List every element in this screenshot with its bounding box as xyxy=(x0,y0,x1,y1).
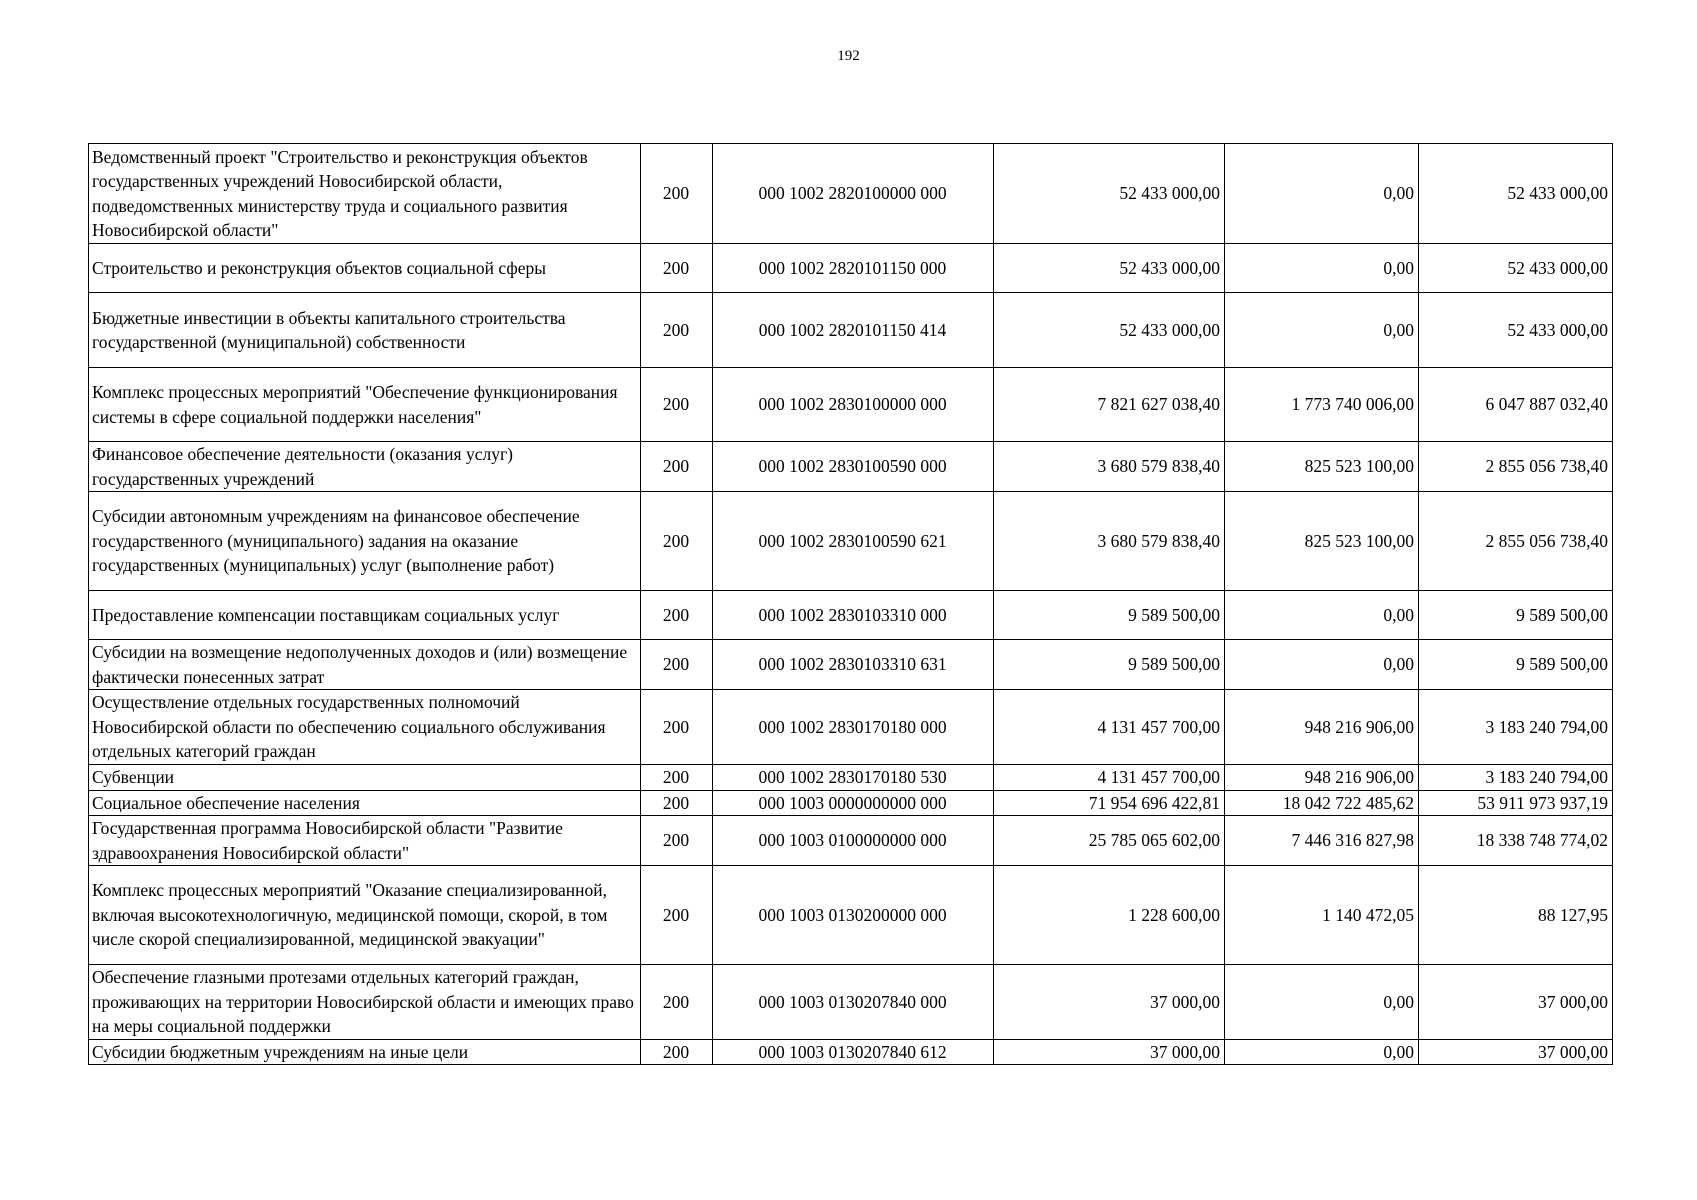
row-code: 200 xyxy=(641,492,713,591)
row-kbk: 000 1002 2830170180 530 xyxy=(713,765,994,791)
row-name: Строительство и реконструкция объектов социальной сферы xyxy=(89,244,641,293)
row-executed: 1 773 740 006,00 xyxy=(1225,368,1419,442)
row-kbk: 000 1002 2830103310 631 xyxy=(713,640,994,690)
row-name: Ведомственный проект "Строительство и реконструкция объектов государственных учреждений Новосибирской области, подведомственных министерству труда и социального развития Новосибирской области" xyxy=(89,144,641,244)
row-code: 200 xyxy=(641,244,713,293)
row-kbk: 000 1002 2830100000 000 xyxy=(713,368,994,442)
row-name: Предоставление компенсации поставщикам социальных услуг xyxy=(89,591,641,640)
row-approved: 37 000,00 xyxy=(994,1039,1225,1065)
row-approved: 4 131 457 700,00 xyxy=(994,765,1225,791)
row-unexecuted: 9 589 500,00 xyxy=(1419,640,1613,690)
row-kbk: 000 1003 0000000000 000 xyxy=(713,790,994,816)
row-name: Государственная программа Новосибирской области "Развитие здравоохранения Новосибирской области" xyxy=(89,816,641,866)
row-unexecuted: 6 047 887 032,40 xyxy=(1419,368,1613,442)
table-row xyxy=(89,866,1613,965)
row-executed: 0,00 xyxy=(1225,640,1419,690)
table-row xyxy=(89,640,1613,690)
row-kbk: 000 1002 2820101150 414 xyxy=(713,293,994,368)
row-code: 200 xyxy=(641,293,713,368)
row-unexecuted: 52 433 000,00 xyxy=(1419,244,1613,293)
table-row xyxy=(89,442,1613,492)
row-kbk: 000 1002 2830100590 000 xyxy=(713,442,994,492)
row-name: Социальное обеспечение населения xyxy=(89,790,641,816)
row-code: 200 xyxy=(641,790,713,816)
row-unexecuted: 52 433 000,00 xyxy=(1419,144,1613,244)
table-row xyxy=(89,492,1613,591)
row-unexecuted: 37 000,00 xyxy=(1419,965,1613,1040)
table-row xyxy=(89,244,1613,293)
row-code: 200 xyxy=(641,765,713,791)
row-executed: 825 523 100,00 xyxy=(1225,492,1419,591)
row-name: Субсидии бюджетным учреждениям на иные цели xyxy=(89,1039,641,1065)
row-code: 200 xyxy=(641,866,713,965)
table-row xyxy=(89,144,1613,244)
row-executed: 0,00 xyxy=(1225,293,1419,368)
row-approved: 52 433 000,00 xyxy=(994,293,1225,368)
table-row xyxy=(89,368,1613,442)
row-approved: 7 821 627 038,40 xyxy=(994,368,1225,442)
row-executed: 0,00 xyxy=(1225,965,1419,1040)
row-name: Финансовое обеспечение деятельности (оказания услуг) государственных учреждений xyxy=(89,442,641,492)
row-executed: 0,00 xyxy=(1225,1039,1419,1065)
row-approved: 9 589 500,00 xyxy=(994,640,1225,690)
row-unexecuted: 52 433 000,00 xyxy=(1419,293,1613,368)
row-name: Комплекс процессных мероприятий "Обеспечение функционирования системы в сфере социальной поддержки населения" xyxy=(89,368,641,442)
table-row xyxy=(89,690,1613,765)
row-kbk: 000 1003 0130200000 000 xyxy=(713,866,994,965)
page-number: 192 xyxy=(837,48,860,64)
row-unexecuted: 18 338 748 774,02 xyxy=(1419,816,1613,866)
row-kbk: 000 1002 2830100590 621 xyxy=(713,492,994,591)
row-approved: 3 680 579 838,40 xyxy=(994,442,1225,492)
row-approved: 3 680 579 838,40 xyxy=(994,492,1225,591)
row-unexecuted: 9 589 500,00 xyxy=(1419,591,1613,640)
row-unexecuted: 37 000,00 xyxy=(1419,1039,1613,1065)
row-executed: 0,00 xyxy=(1225,591,1419,640)
row-executed: 825 523 100,00 xyxy=(1225,442,1419,492)
row-executed: 948 216 906,00 xyxy=(1225,765,1419,791)
row-code: 200 xyxy=(641,442,713,492)
row-executed: 948 216 906,00 xyxy=(1225,690,1419,765)
table-row xyxy=(89,765,1613,791)
row-approved: 1 228 600,00 xyxy=(994,866,1225,965)
row-name: Субвенции xyxy=(89,765,641,791)
row-approved: 9 589 500,00 xyxy=(994,591,1225,640)
row-code: 200 xyxy=(641,640,713,690)
row-approved: 71 954 696 422,81 xyxy=(994,790,1225,816)
row-kbk: 000 1003 0130207840 000 xyxy=(713,965,994,1040)
table-row xyxy=(89,965,1613,1040)
row-approved: 25 785 065 602,00 xyxy=(994,816,1225,866)
row-code: 200 xyxy=(641,368,713,442)
row-name: Обеспечение глазными протезами отдельных категорий граждан, проживающих на территории Новосибирской области и имеющих право на меры социальной поддержки xyxy=(89,965,641,1040)
row-code: 200 xyxy=(641,144,713,244)
row-name: Осуществление отдельных государственных полномочий Новосибирской области по обеспечению социального обслуживания отдельных категорий граждан xyxy=(89,690,641,765)
row-unexecuted: 2 855 056 738,40 xyxy=(1419,492,1613,591)
row-approved: 37 000,00 xyxy=(994,965,1225,1040)
row-name: Субсидии на возмещение недополученных доходов и (или) возмещение фактически понесенных затрат xyxy=(89,640,641,690)
row-executed: 7 446 316 827,98 xyxy=(1225,816,1419,866)
table-row xyxy=(89,1039,1613,1065)
row-unexecuted: 2 855 056 738,40 xyxy=(1419,442,1613,492)
row-name: Бюджетные инвестиции в объекты капитального строительства государственной (муниципальной) собственности xyxy=(89,293,641,368)
table-row xyxy=(89,293,1613,368)
table-row xyxy=(89,816,1613,866)
row-approved: 52 433 000,00 xyxy=(994,244,1225,293)
table-row xyxy=(89,790,1613,816)
row-code: 200 xyxy=(641,1039,713,1065)
row-unexecuted: 53 911 973 937,19 xyxy=(1419,790,1613,816)
row-unexecuted: 88 127,95 xyxy=(1419,866,1613,965)
row-kbk: 000 1002 2830103310 000 xyxy=(713,591,994,640)
row-executed: 0,00 xyxy=(1225,144,1419,244)
row-kbk: 000 1002 2820101150 000 xyxy=(713,244,994,293)
row-code: 200 xyxy=(641,591,713,640)
row-kbk: 000 1003 0130207840 612 xyxy=(713,1039,994,1065)
budget-table xyxy=(88,143,1613,1065)
row-code: 200 xyxy=(641,965,713,1040)
row-kbk: 000 1003 0100000000 000 xyxy=(713,816,994,866)
row-kbk: 000 1002 2820100000 000 xyxy=(713,144,994,244)
table-row xyxy=(89,591,1613,640)
row-code: 200 xyxy=(641,816,713,866)
row-name: Комплекс процессных мероприятий "Оказание специализированной, включая высокотехнологичную, медицинской помощи, скорой, в том числе скорой специализированной, медицинской эвакуации" xyxy=(89,866,641,965)
row-name: Субсидии автономным учреждениям на финансовое обеспечение государственного (муниципального) задания на оказание государственных (муниципальных) услуг (выполнение работ) xyxy=(89,492,641,591)
row-unexecuted: 3 183 240 794,00 xyxy=(1419,765,1613,791)
row-executed: 0,00 xyxy=(1225,244,1419,293)
row-code: 200 xyxy=(641,690,713,765)
row-unexecuted: 3 183 240 794,00 xyxy=(1419,690,1613,765)
row-kbk: 000 1002 2830170180 000 xyxy=(713,690,994,765)
row-approved: 4 131 457 700,00 xyxy=(994,690,1225,765)
row-executed: 1 140 472,05 xyxy=(1225,866,1419,965)
row-executed: 18 042 722 485,62 xyxy=(1225,790,1419,816)
row-approved: 52 433 000,00 xyxy=(994,144,1225,244)
